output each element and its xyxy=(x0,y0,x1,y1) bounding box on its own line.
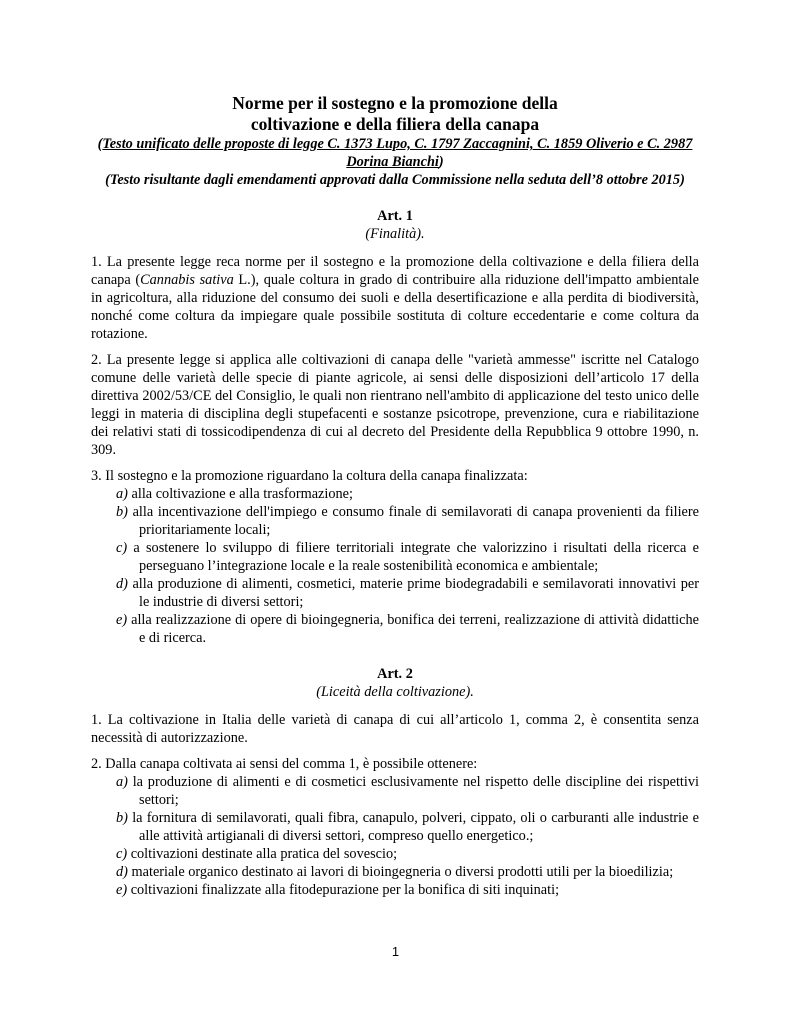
art1-p1-start: 1. La presente legge reca norme per il sostegno e la promozione della coltivazione e della filiera della canapa ( xyxy=(91,254,699,288)
art1-subtitle: (Finalità). xyxy=(365,226,425,242)
list-item: a) alla coltivazione e alla trasformazione; xyxy=(116,486,353,502)
list-item: b) la fornitura di semilavorati, quali fibra, canapulo, polveri, cippato, oli o carburanti alle industrie e alle attività artigianali di diversi settori, compreso quello energetico.; xyxy=(116,810,699,844)
list-item: a) la produzione di alimenti e di cosmetici esclusivamente nel rispetto delle discipline dei rispettivi settori; xyxy=(116,774,699,808)
list-item: d) alla produzione di alimenti, cosmetici, materie prime biodegradabili e semilavorati innovativi per le industrie di diversi settori; xyxy=(116,576,699,610)
art2-paragraph-2: 2. Dalla canapa coltivata ai sensi del comma 1, è possibile ottenere: xyxy=(91,756,478,772)
art1-paragraph-2: 2. La presente legge si applica alle coltivazioni di canapa delle "varietà ammesse" iscritte nel Catalogo comune delle varietà delle specie di piante agricole, ai sensi delle disposizioni dell’articolo 17 della direttiva 2002/53/CE del Consiglio, le quali non rientrano nell'ambito di applicazione del testo unico delle leggi in materia di disciplina degli stupefacenti e sostanze psicotrope, prevenzione, cura e riabilitazione dei relativi stati di tossicodipendenza di cui al decreto del Presidente della Repubblica 9 ottobre 1990, n. 309. xyxy=(91,352,699,458)
document-page xyxy=(91,93,699,899)
art1-paragraph-3: 3. Il sostegno e la promozione riguardano la coltura della canapa finalizzata: xyxy=(91,468,528,484)
art2-subtitle: (Liceità della coltivazione). xyxy=(316,684,474,700)
paren-open: ( xyxy=(97,136,103,152)
list-item: b) alla incentivazione dell'impiego e consumo finale di semilavorati di canapa provenienti da filiere prioritariamente locali; xyxy=(116,504,700,538)
art1-paragraph-1 xyxy=(91,253,699,343)
art2-list xyxy=(91,773,699,899)
art1-p1-species: Cannabis sativa xyxy=(140,272,234,288)
list-item: e) alla realizzazione di opere di bioingegneria, bonifica dei terreni, realizzazione di attività didattiche e di ricerca. xyxy=(116,612,699,646)
art1-p1-end: L.), quale coltura in grado di contribuire alla riduzione dell'impatto ambientale in agricoltura, alla riduzione del consumo dei suoli e della desertificazione e alla perdita di biodiversità, nonché come coltura da impiegare quale possibile sostituta di colture eccedentarie e come coltura da rotazione. xyxy=(91,272,700,342)
commission-note: (Testo risultante dagli emendamenti approvati dalla Commissione nella seduta dell’8 ottobre 2015) xyxy=(105,172,685,188)
unified-text-note xyxy=(91,135,699,171)
document-title xyxy=(91,93,699,135)
art1-list xyxy=(91,485,699,647)
unified-text-proposals: Testo unificato delle proposte di legge C. 1373 Lupo, C. 1797 Zaccagnini, C. 1859 Oliverio e C. 2987 Dorina Bianchi xyxy=(102,136,693,170)
list-item: e) coltivazioni finalizzate alla fitodepurazione per la bonifica di siti inquinati; xyxy=(116,882,560,898)
paren-close: ) xyxy=(438,154,444,170)
list-item: c) a sostenere lo sviluppo di filiere territoriali integrate che valorizzino i risultati della ricerca e perseguano l’integrazione locale e la reale sostenibilità economica e ambientale; xyxy=(116,540,699,574)
title-line-2: coltivazione e della filiera della canapa xyxy=(250,114,540,134)
art1-heading: Art. 1 xyxy=(377,208,413,224)
art2-heading: Art. 2 xyxy=(377,666,413,682)
list-item: c) coltivazioni destinate alla pratica del sovescio; xyxy=(116,846,398,862)
page-number: 1 xyxy=(391,944,400,959)
art2-paragraph-1: 1. La coltivazione in Italia delle varietà di canapa di cui all’articolo 1, comma 2, è consentita senza necessità di autorizzazione. xyxy=(91,712,699,746)
list-item: d) materiale organico destinato ai lavori di bioingegneria o diversi prodotti utili per la bioedilizia; xyxy=(116,864,674,880)
title-line-1: Norme per il sostegno e la promozione della xyxy=(232,93,558,113)
